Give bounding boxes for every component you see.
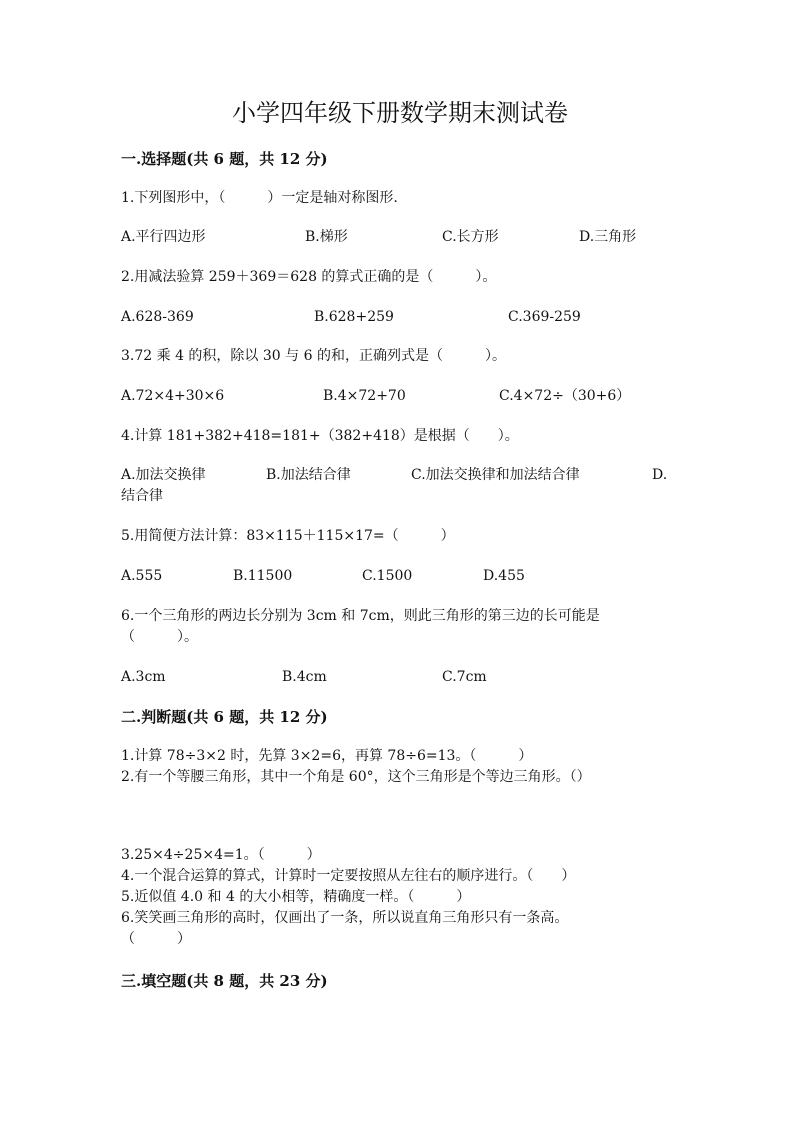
- option-1-1-a: A.平行四边形: [121, 229, 206, 245]
- option-1-4-d-continued: 结合律: [121, 488, 163, 504]
- option-1-6-b: B.4cm: [282, 669, 327, 685]
- question-1-6-continued: （ ）。: [121, 629, 198, 645]
- question-2-5: 5.近似值 4.0 和 4 的大小相等，精确度一样。（ ）: [121, 889, 471, 905]
- option-1-1-c: C.长方形: [442, 229, 499, 245]
- option-1-5-d: D.455: [483, 568, 525, 584]
- option-1-5-a: A.555: [121, 568, 163, 584]
- question-2-2: 2.有一个等腰三角形，其中一个角是 60°，这个三角形是个等边三角形。（）: [121, 769, 591, 785]
- question-2-6: 6.笑笑画三角形的高时，仅画出了一条，所以说直角三角形只有一条高。: [121, 910, 569, 926]
- option-1-3-a: A.72×4+30×6: [121, 388, 225, 404]
- question-2-1: 1.计算 78÷3×2 时，先算 3×2=6，再算 78÷6=13。（ ）: [121, 748, 533, 764]
- option-1-5-b: B.11500: [233, 568, 293, 584]
- page-title: 小学四年级下册数学期末测试卷: [232, 99, 568, 127]
- section-heading-fill-in: 三.填空题(共 8 题，共 23 分): [121, 972, 328, 990]
- question-2-3: 3.25×4÷25×4=1。（ ）: [121, 847, 321, 863]
- question-1-1: 1.下列图形中，（ ）一定是轴对称图形.: [121, 190, 398, 206]
- option-1-5-c: C.1500: [362, 568, 413, 584]
- option-1-4-d: D.: [652, 467, 668, 483]
- option-1-3-c: C.4×72÷（30+6）: [499, 388, 631, 404]
- question-1-3: 3.72 乘 4 的积，除以 30 与 6 的和，正确列式是（ ）。: [121, 348, 506, 364]
- question-2-6-continued: （ ）: [121, 931, 191, 947]
- option-1-1-d: D.三角形: [579, 229, 637, 245]
- option-1-2-c: C.369-259: [508, 309, 581, 325]
- question-2-4: 4.一个混合运算的算式，计算时一定要按照从左往右的顺序进行。（ ）: [121, 868, 576, 884]
- option-1-2-a: A.628-369: [121, 309, 194, 325]
- option-1-2-b: B.628+259: [314, 309, 394, 325]
- question-1-5: 5.用简便方法计算：83×115＋115×17=（ ）: [121, 528, 455, 544]
- option-1-1-b: B.梯形: [305, 229, 348, 245]
- question-1-4: 4.计算 181+382+418=181+（382+418）是根据（ ）。: [121, 428, 519, 444]
- question-1-6: 6.一个三角形的两边长分别为 3cm 和 7cm，则此三角形的第三边的长可能是: [121, 608, 600, 624]
- option-1-4-a: A.加法交换律: [121, 467, 206, 483]
- section-heading-multiple-choice: 一.选择题(共 6 题，共 12 分): [121, 150, 328, 168]
- question-1-2: 2.用减法验算 259＋369＝628 的算式正确的是（ ）。: [121, 269, 497, 285]
- option-1-3-b: B.4×72+70: [323, 388, 406, 404]
- option-1-4-b: B.加法结合律: [266, 467, 351, 483]
- option-1-6-c: C.7cm: [442, 669, 487, 685]
- option-1-4-c: C.加法交换律和加法结合律: [411, 467, 580, 483]
- option-1-6-a: A.3cm: [121, 669, 166, 685]
- section-heading-true-false: 二.判断题(共 6 题，共 12 分): [121, 708, 328, 726]
